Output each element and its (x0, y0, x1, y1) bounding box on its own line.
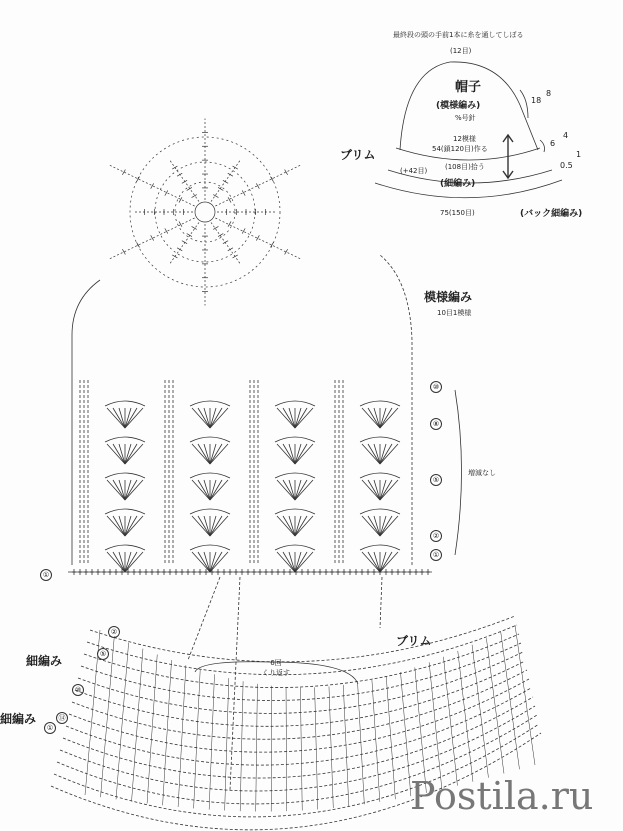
dim-bracket-18 (520, 90, 528, 118)
brim-row-1: ① (44, 722, 56, 734)
main-chart-repeat: 10目1模様 (437, 309, 472, 317)
hat-inc-count: (+42目) (400, 167, 428, 175)
dim-bracket-6 (540, 140, 545, 152)
hat-pattern-count: 54(鎖120目)作る (432, 145, 488, 153)
dim-18: 18 (531, 96, 542, 105)
hat-bottom-count: 75(150目) (440, 209, 475, 217)
hat-dec-count: (108目)拾う (445, 163, 485, 171)
main-chart-title: 模様編み (424, 290, 473, 304)
hat-brim-label: ブリム (340, 148, 376, 162)
hat-top-count: (12目) (450, 47, 472, 55)
hat-hook: %号針 (455, 114, 476, 122)
brim-row-2: ② (108, 626, 120, 638)
dim-0-5: 0.5 (560, 161, 573, 170)
crown-star-motif (110, 119, 301, 306)
main-chart-no-change: 増減なし (468, 469, 496, 477)
row-number-1-left: ① (40, 569, 52, 581)
row-number-10: ⑩ (430, 381, 442, 393)
row-number-2: ② (430, 530, 442, 542)
hat-back-label: (バック細編み) (520, 209, 583, 219)
hat-subtitle: (模様編み) (436, 101, 481, 111)
hat-rib-label: (細編み) (440, 179, 476, 189)
row-number-8: ⑧ (430, 418, 442, 430)
hat-top-note: 最終段の頭の手前1本に糸を通してしぼる (393, 31, 524, 39)
brim-row-14: ⑭ (56, 712, 68, 724)
row-number-1: ① (430, 549, 442, 561)
row-number-5: ⑤ (430, 474, 442, 486)
repeat-bracket (455, 390, 462, 555)
brim-label-top: 細編み (26, 654, 63, 668)
brim-row-10: ⑩ (72, 684, 84, 696)
main-chart-left-edge (72, 280, 100, 565)
dim-6: 6 (550, 139, 556, 148)
watermark: Postila.ru (410, 774, 594, 818)
hat-title: 帽子 (455, 80, 482, 95)
brim-row-5: ⑤ (97, 648, 109, 660)
dim-8: 8 (546, 89, 552, 98)
brim-chart-title: ブリム (396, 634, 432, 648)
brim-label-bottom: 細編み (0, 712, 37, 726)
dim-1: 1 (576, 150, 582, 159)
hat-pattern-reps: 12模様 (453, 135, 476, 143)
brim-repeat-note: 6回 くり返す (262, 659, 290, 677)
dim-4: 4 (563, 131, 569, 140)
